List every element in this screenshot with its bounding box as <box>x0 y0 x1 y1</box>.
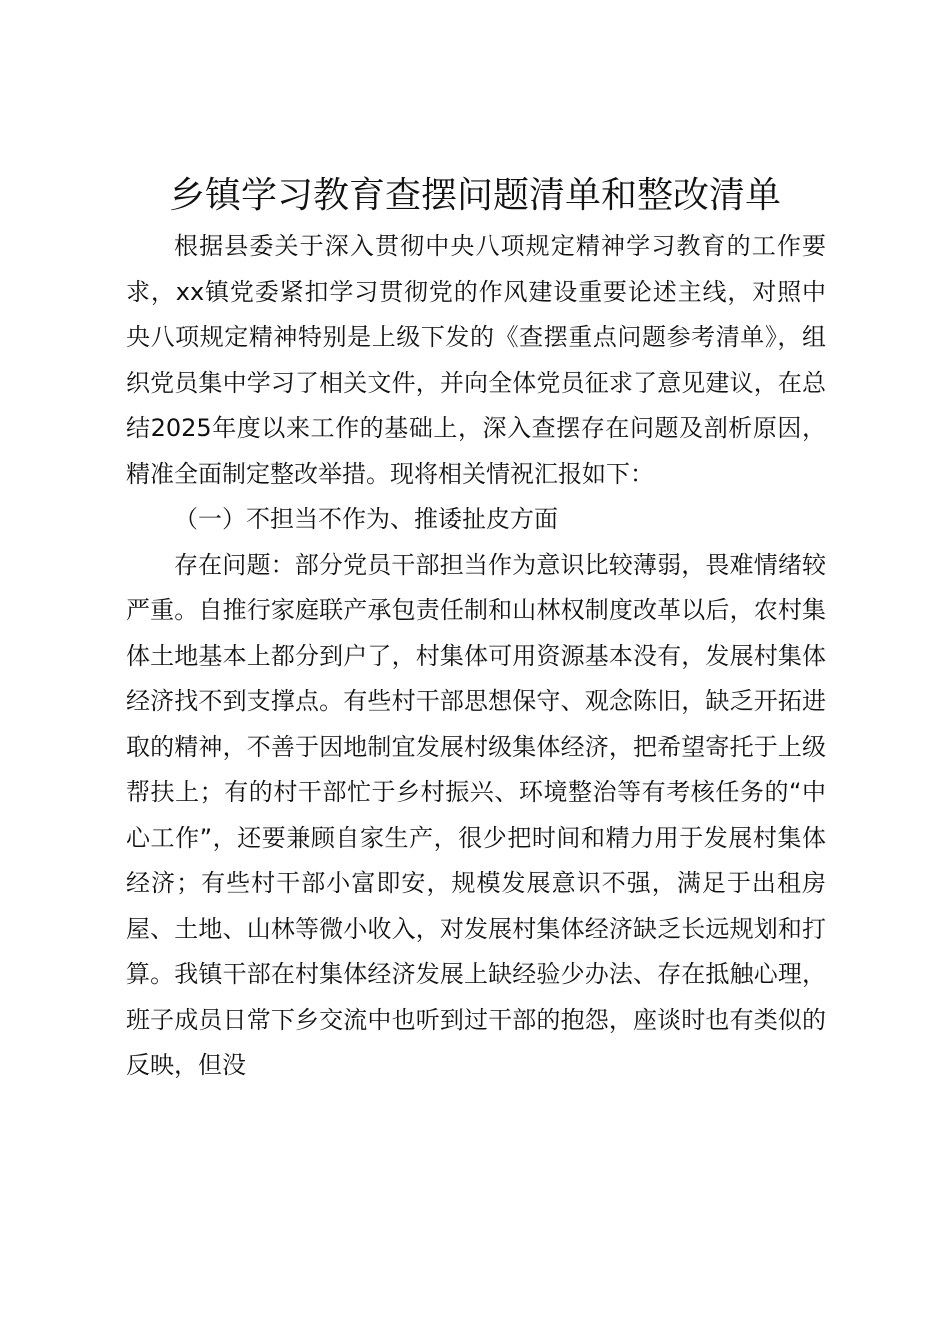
document-body <box>126 224 826 1089</box>
problem-paragraph: 存在问题：部分党员干部担当作为意识比较薄弱，畏难情绪较严重。自推行家庭联产承包责任制和山林权制度改革以后，农村集体土地基本上都分到户了，村集体可用资源基本没有，发展村集体经济找不到支撑点。有些村干部思想保守、观念陈旧，缺乏开拓进取的精神，不善于因地制宜发展村级集体经济，把希望寄托于上级帮扶上；有的村干部忙于乡村振兴、环境整治等有考核任务的“中心工作”，还要兼顾自家生产，很少把时间和精力用于发展村集体经济；有些村干部小富即安，规模发展意识不强，满足于出租房屋、土地、山林等微小收入，对发展村集体经济缺乏长远规划和打算。我镇干部在村集体经济发展上缺经验少办法、存在抵触心理，班子成员日常下乡交流中也听到过干部的抱怨，座谈时也有类似的反映，但没 <box>126 550 826 1079</box>
document-title: 乡镇学习教育查摆问题清单和整改清单 <box>168 175 781 216</box>
intro-paragraph: 根据县委关于深入贯彻中央八项规定精神学习教育的工作要求，xx镇党委紧扣学习贯彻党的作风建设重要论述主线，对照中央八项规定精神特别是上级下发的《查摆重点问题参考清单》，组织党员集中学习了相关文件，并向全体党员征求了意见建议，在总结2025年度以来工作的基础上，深入查摆存在问题及剖析原因，精准全面制定整改举措。现将相关情祝汇报如下： <box>126 232 826 488</box>
section-heading: （一）不担当不作为、推诿扯皮方面 <box>174 505 558 533</box>
